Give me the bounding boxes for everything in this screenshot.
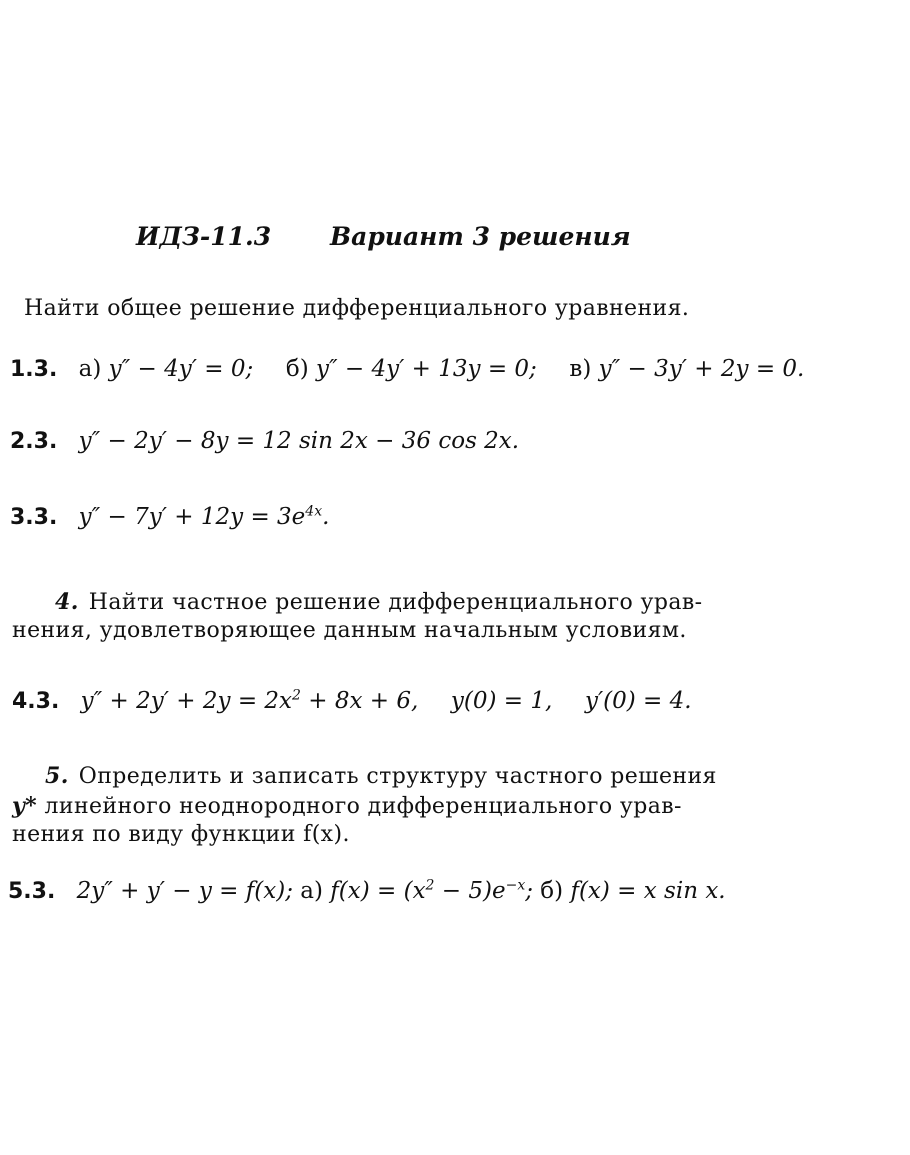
section-4-number: 4. bbox=[55, 589, 79, 615]
problem-4-exponent: 2 bbox=[292, 687, 301, 704]
section-5-line-2: y* линейного неоднородного дифференциального урав- bbox=[12, 793, 682, 819]
problem-3-equation: $y'' - 7y' + 12y = 3e^{4x}$. bbox=[78, 503, 330, 530]
problem-4-number: 4.3. bbox=[12, 689, 60, 714]
problem-1-v-equation: y″ − 3y′ + 2y = 0. bbox=[598, 356, 805, 382]
problem-5 bbox=[8, 878, 726, 904]
problem-1-b-equation: y″ − 4y′ + 13y = 0; bbox=[316, 356, 537, 382]
problem-3-exponent: 4x bbox=[305, 503, 323, 520]
problem-5-equation: 2y″ + y′ − y = f(x); bbox=[76, 878, 293, 904]
problem-2 bbox=[10, 428, 519, 454]
problem-2-equation: y″ − 2y′ − 8y = 12 sin 2x − 36 cos 2x. bbox=[78, 428, 520, 454]
section-4-line-1: 4. Найти частное решение дифференциального урав- bbox=[55, 589, 703, 615]
problem-4-condition-2: y′(0) = 4. bbox=[584, 688, 692, 714]
problem-5-a-exponent-2: −x bbox=[505, 877, 526, 894]
problem-1-b-label: б) bbox=[285, 356, 309, 382]
problem-5-a-exponent-1: 2 bbox=[425, 877, 435, 894]
section-5-line-1: 5. Определить и записать структуру частного решения bbox=[45, 763, 717, 789]
problem-1 bbox=[10, 356, 804, 382]
section-5-number: 5. bbox=[45, 763, 69, 789]
section-4-line-2: нения, удовлетворяющее данным начальным условиям. bbox=[12, 618, 687, 643]
intro-text: Найти общее решение дифференциального уравнения. bbox=[24, 296, 690, 321]
problem-4-condition-1: y(0) = 1, bbox=[450, 688, 553, 714]
problem-4 bbox=[12, 688, 692, 714]
problem-5-b-label: б) bbox=[540, 878, 564, 904]
problem-5-number: 5.3. bbox=[8, 879, 56, 904]
problem-4-equation: $y'' + 2y' + 2y = 2x^2 + 8x + 6$, bbox=[80, 687, 419, 714]
section-5-variable: y* bbox=[12, 793, 38, 819]
problem-5-a-equation: $f(x) = (x^2 - 5)e^{-x}$; bbox=[330, 877, 533, 904]
problem-1-a-label: а) bbox=[78, 356, 102, 382]
section-5-line-3: нения по виду функции f(x). bbox=[12, 822, 350, 847]
problem-3-number: 3.3. bbox=[10, 505, 58, 530]
assignment-code: ИДЗ-11.3 bbox=[136, 222, 272, 251]
problem-1-number: 1.3. bbox=[10, 357, 58, 382]
problem-1-v-label: в) bbox=[569, 356, 592, 382]
problem-5-a-label: а) bbox=[300, 878, 323, 904]
problem-3 bbox=[10, 504, 329, 530]
problem-1-a-equation: y″ − 4y′ = 0; bbox=[108, 356, 254, 382]
variant-title: Вариант 3 решения bbox=[330, 222, 631, 251]
problem-2-number: 2.3. bbox=[10, 429, 58, 454]
problem-5-b-equation: f(x) = x sin x. bbox=[570, 878, 726, 904]
